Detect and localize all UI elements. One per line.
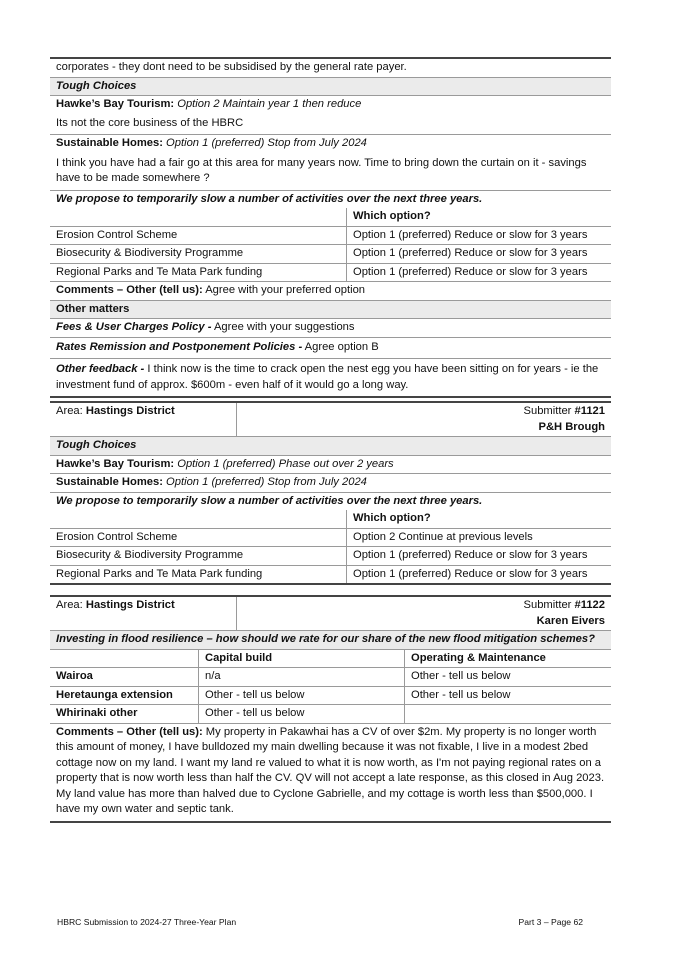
comments-row: [50, 724, 611, 823]
footer-title: HBRC Submission to 2024-27 Three-Year Plan: [57, 917, 237, 927]
propose-heading: We propose to temporarily slow a number of activities over the next three years.: [56, 494, 483, 507]
tough-choices-heading: Tough Choices: [50, 437, 611, 456]
activity-option: Option 2 Continue at previous levels: [353, 530, 533, 543]
activity-option: Option 1 (preferred) Reduce or slow for 3 years: [353, 549, 588, 561]
tough-choices-heading: Tough Choices: [50, 78, 611, 97]
flood-table-row: [50, 668, 611, 687]
submitter-number: #1121: [574, 405, 605, 417]
scheme-name: Wairoa: [50, 668, 199, 686]
submitter-name: P&H Brough: [538, 420, 605, 433]
area-value: Hastings District: [85, 599, 175, 611]
capital-value: n/a: [199, 668, 405, 686]
activity-name: Erosion Control Scheme: [50, 227, 347, 245]
area-row: [50, 401, 611, 437]
sh-comment: I think you have had a fair go at this area for many years now. Time to bring down the curtain on it - savings have to be made somewhere ?: [50, 153, 611, 191]
footer-page-number: Part 3 – Page 62: [518, 917, 583, 927]
flood-table-header: [50, 650, 611, 669]
activity-option: Option 1 (preferred) Reduce or slow for 3 years: [353, 567, 588, 580]
fees-label: Fees & User Charges Policy -: [56, 321, 212, 333]
other-matters-heading: Other matters: [50, 301, 611, 320]
area-row: [50, 595, 611, 631]
scheme-name: Whirinaki other: [50, 705, 199, 723]
capital-value: Other - tell us below: [199, 687, 405, 705]
rates-label: Rates Remission and Postponement Policies -: [56, 340, 303, 353]
sh-label: Sustainable Homes:: [56, 137, 163, 149]
operating-value: [405, 705, 611, 723]
operating-value: Other - tell us below: [411, 688, 511, 701]
activity-row: [50, 264, 611, 283]
hbt-value: Option 2 Maintain year 1 then reduce: [177, 98, 362, 110]
propose-heading: We propose to temporarily slow a number of activities over the next three years.: [56, 192, 483, 205]
activity-name: Biosecurity & Biodiversity Programme: [50, 547, 347, 565]
submitter-cell: Submitter #1122 Karen Eivers: [237, 597, 611, 630]
operating-header: Operating & Maintenance: [411, 651, 546, 664]
comments-label: Comments – Other (tell us):: [56, 284, 203, 296]
area-cell: Area: Hastings District: [50, 403, 237, 436]
comments-label: Comments – Other (tell us):: [56, 725, 203, 738]
intro-text: corporates - they dont need to be subsidised by the general rate payer.: [50, 57, 611, 78]
rates-value: Agree option B: [302, 340, 379, 353]
fees-value: Agree with your suggestions: [211, 321, 355, 333]
feedback-label: Other feedback -: [56, 363, 145, 375]
sh-row: [50, 474, 611, 493]
activity-row: [50, 227, 611, 246]
area-value: Hastings District: [85, 405, 175, 417]
hbt-value: Option 1 (preferred) Phase out over 2 years: [177, 457, 394, 470]
hbt-row: [50, 456, 611, 475]
activity-row: [50, 529, 611, 548]
flood-table-row: [50, 705, 611, 724]
feedback-row: [50, 359, 611, 398]
rates-row: [50, 338, 611, 360]
sh-row: [50, 135, 611, 153]
flood-table-row: [50, 687, 611, 706]
hbt-label: Hawke’s Bay Tourism:: [56, 457, 175, 470]
submitter-name: Karen Eivers: [536, 614, 605, 627]
which-option-label: Which option?: [353, 512, 431, 524]
activity-option: Option 1 (preferred) Reduce or slow for 3 years: [353, 247, 588, 259]
hbt-comment: Its not the core business of the HBRC: [50, 114, 611, 136]
capital-build-header: Capital build: [199, 650, 405, 668]
activity-name: Biosecurity & Biodiversity Programme: [50, 245, 347, 263]
capital-value: Other - tell us below: [199, 705, 405, 723]
submission-1122: [50, 595, 611, 823]
submission-1121-prev: [50, 57, 611, 398]
scheme-name: Heretaunga extension: [50, 687, 199, 705]
sh-label: Sustainable Homes:: [56, 476, 163, 488]
comments-row: [50, 282, 611, 301]
comments-value: My property in Pakawhai has a CV of over $2m. My property is no longer worth this amount of money, I have bulldozed my main dwelling because it was not fixable, I live in a modest 2bed cottage now on my land. I want my land re valued to what it is now worth, as I'm not paying regional rates on a property that is now worth less than half the CV. QV will not accept a late response, as this closed in Aug 2023. My land value has more than halved due to Cyclone Gabrielle, and my cottage is worth less than $500,000. I have my own water and septic tank.: [56, 725, 605, 815]
activity-option: Option 1 (preferred) Reduce or slow for 3 years: [353, 228, 588, 241]
investing-heading: Investing in flood resilience – how should we rate for our share of the new flood mitigation schemes?: [50, 631, 611, 650]
activity-row: [50, 566, 611, 586]
activity-row: [50, 245, 611, 264]
activity-name: Regional Parks and Te Mata Park funding: [50, 566, 347, 584]
operating-value: Other - tell us below: [411, 670, 511, 682]
comments-value: Agree with your preferred option: [202, 284, 366, 296]
activity-row: [50, 547, 611, 566]
area-cell: Area: Hastings District: [50, 597, 237, 630]
feedback-value: I think now is the time to crack open the nest egg you have been sitting on for years - ie the investment fund of approx. $600m - even half of it would go a long way.: [56, 363, 599, 391]
submitter-number: #1122: [574, 599, 605, 611]
submitter-cell: Submitter #1121 P&H Brough: [237, 403, 611, 436]
which-option-header: [50, 208, 611, 227]
sh-value: Option 1 (preferred) Stop from July 2024: [166, 476, 367, 488]
which-option-label: Which option?: [353, 210, 431, 222]
sh-value: Option 1 (preferred) Stop from July 2024: [166, 137, 367, 149]
submission-1121: [50, 401, 611, 585]
hbt-label: Hawke’s Bay Tourism:: [56, 98, 175, 110]
which-option-header: [50, 510, 611, 529]
activity-name: Erosion Control Scheme: [50, 529, 347, 547]
fees-row: [50, 319, 611, 338]
hbt-row: [50, 96, 611, 114]
page-footer: [57, 917, 583, 927]
activity-option: Option 1 (preferred) Reduce or slow for 3 years: [353, 265, 588, 278]
activity-name: Regional Parks and Te Mata Park funding: [50, 264, 347, 282]
